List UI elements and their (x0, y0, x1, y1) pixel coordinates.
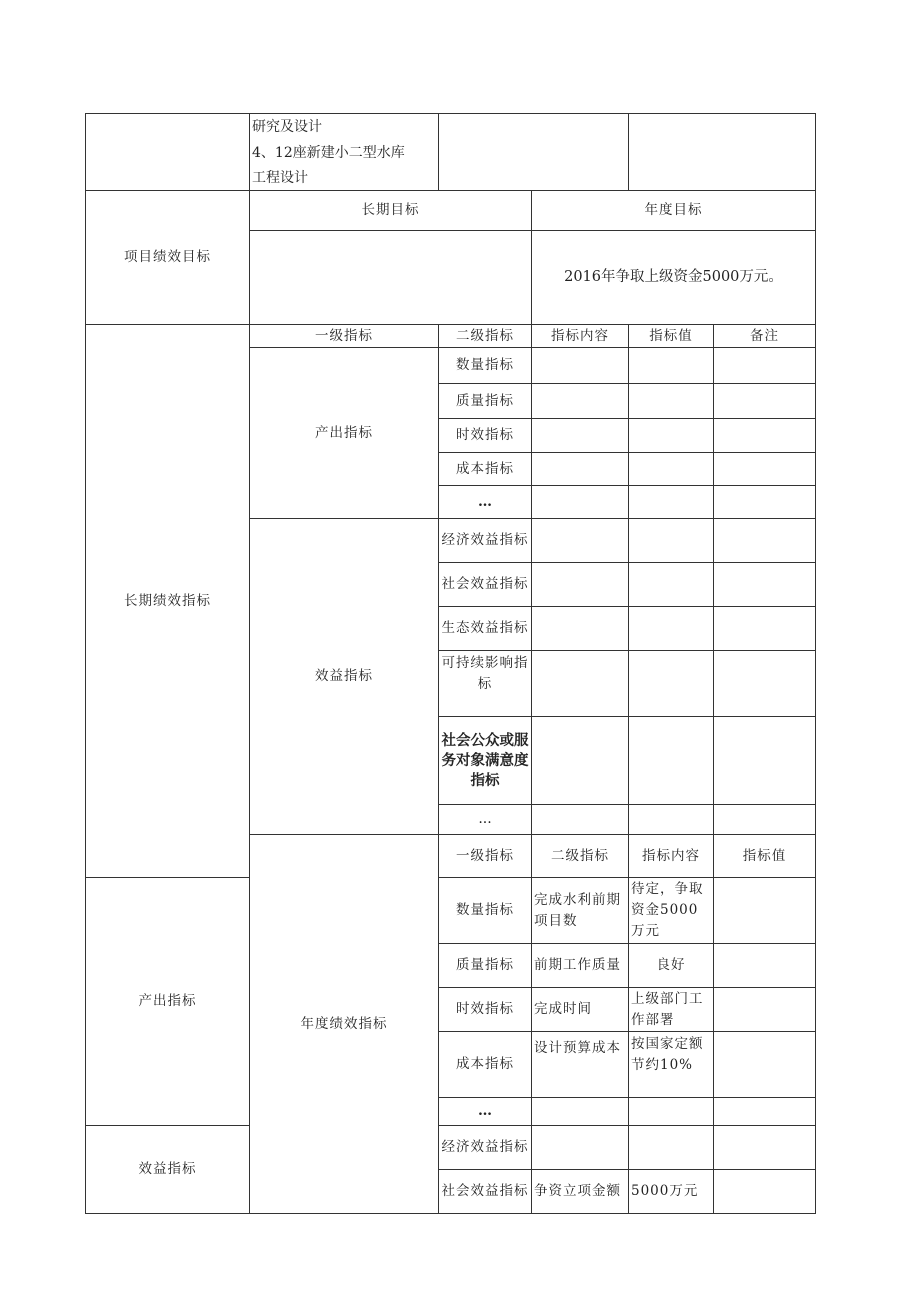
an-benefit-label: 效益指标 (86, 1126, 250, 1214)
an-header-value: 指标值 (714, 835, 816, 878)
top-row-cell-3 (439, 114, 629, 191)
lt-benefit-row-1: 经济效益指标 (439, 519, 532, 563)
lt-cell (532, 717, 629, 805)
lt-cell (629, 607, 714, 651)
lt-benefit-label: 效益指标 (250, 519, 439, 835)
lt-output-label: 产出指标 (250, 348, 439, 519)
an-benefit-remark-2 (714, 1170, 816, 1214)
lt-benefit-row-3: 生态效益指标 (439, 607, 532, 651)
lt-cell (714, 348, 816, 384)
lt-benefit-row-4: 可持续影响指标 (439, 651, 532, 717)
performance-table (85, 113, 816, 1214)
an-output-content-4: 设计预算成本 (532, 1032, 629, 1098)
annual-indicators-label: 年度绩效指标 (250, 835, 439, 1214)
long-term-indicators-label: 长期绩效指标 (86, 325, 250, 878)
lt-header-content: 指标内容 (532, 325, 629, 348)
top-content-line-1: 研究及设计 (252, 119, 322, 135)
an-header-level2: 二级指标 (532, 835, 629, 878)
an-output-level2-3: 时效指标 (439, 988, 532, 1032)
lt-header-remark: 备注 (714, 325, 816, 348)
top-content-line-3: 工程设计 (252, 170, 308, 186)
lt-cell (532, 805, 629, 835)
an-benefit-content-2: 争资立项金额 (532, 1170, 629, 1214)
lt-cell (532, 453, 629, 486)
an-output-level2-2: 质量指标 (439, 944, 532, 988)
lt-cell (629, 805, 714, 835)
lt-cell (714, 651, 816, 717)
project-goal-label: 项目绩效目标 (86, 191, 250, 325)
lt-cell (532, 384, 629, 419)
lt-output-row-1: 数量指标 (439, 348, 532, 384)
top-content-line-2: 4、12座新建小二型水库 (252, 145, 405, 161)
lt-cell (629, 419, 714, 453)
an-output-label: 产出指标 (86, 878, 250, 1126)
top-row (86, 114, 816, 191)
lt-cell (532, 419, 629, 453)
lt-cell (629, 717, 714, 805)
an-output-remark-1 (714, 878, 816, 944)
lt-cell (629, 348, 714, 384)
annual-goal-value: 2016年争取上级资金5000万元。 (532, 231, 816, 325)
an-output-value-5 (629, 1098, 714, 1126)
lt-cell (714, 805, 816, 835)
an-benefit-level2-2: 社会效益指标 (439, 1170, 532, 1214)
lt-cell (629, 563, 714, 607)
lt-cell (532, 563, 629, 607)
an-benefit-value-1 (629, 1126, 714, 1170)
lt-cell (532, 651, 629, 717)
an-output-content-3: 完成时间 (532, 988, 629, 1032)
lt-benefit-row-2: 社会效益指标 (439, 563, 532, 607)
lt-cell (714, 717, 816, 805)
lt-cell (714, 453, 816, 486)
an-output-value-1: 待定，争取资金5000万元 (629, 878, 714, 944)
an-output-value-4: 按国家定额节约10% (629, 1032, 714, 1098)
lt-cell (532, 348, 629, 384)
an-output-value-3: 上级部门工作部署 (629, 988, 714, 1032)
lt-output-row-3: 时效指标 (439, 419, 532, 453)
an-output-remark-2 (714, 944, 816, 988)
long-term-goal-header: 长期目标 (250, 191, 532, 231)
an-output-level2-1: 数量指标 (439, 878, 532, 944)
an-benefit-value-2: 5000万元 (629, 1170, 714, 1214)
an-output-remark-4 (714, 1032, 816, 1098)
an-output-level2-4: 成本指标 (439, 1032, 532, 1098)
lt-cell (714, 384, 816, 419)
lt-cell (714, 486, 816, 519)
lt-cell (532, 607, 629, 651)
lt-cell (629, 486, 714, 519)
lt-header-level1: 一级指标 (250, 325, 439, 348)
an-benefit-level2-1: 经济效益指标 (439, 1126, 532, 1170)
lt-header-level2: 二级指标 (439, 325, 532, 348)
an-output-content-5 (532, 1098, 629, 1126)
lt-cell (629, 651, 714, 717)
lt-output-row-2: 质量指标 (439, 384, 532, 419)
an-output-content-2: 前期工作质量 (532, 944, 629, 988)
annual-goal-header: 年度目标 (532, 191, 816, 231)
lt-output-row-4: 成本指标 (439, 453, 532, 486)
an-header-content: 指标内容 (629, 835, 714, 878)
lt-cell (714, 607, 816, 651)
lt-benefit-row-6: ... (439, 805, 532, 835)
top-row-label-cell (86, 114, 250, 191)
lt-cell (629, 384, 714, 419)
top-row-content-cell (250, 114, 439, 191)
an-output-level2-5: … (439, 1098, 532, 1126)
an-output-value-2: 良好 (629, 944, 714, 988)
lt-output-row-5: … (439, 486, 532, 519)
an-output-remark-3 (714, 988, 816, 1032)
long-term-goal-value (250, 231, 532, 325)
lt-benefit-row-5: 社会公众或服务对象满意度指标 (439, 717, 532, 805)
lt-cell (629, 453, 714, 486)
lt-header-value: 指标值 (629, 325, 714, 348)
lt-cell (629, 519, 714, 563)
lt-cell (532, 486, 629, 519)
lt-cell (714, 563, 816, 607)
an-output-content-1: 完成水利前期项目数 (532, 878, 629, 944)
lt-cell (714, 519, 816, 563)
top-row-cell-4 (629, 114, 816, 191)
an-benefit-remark-1 (714, 1126, 816, 1170)
lt-cell (714, 419, 816, 453)
lt-cell (532, 519, 629, 563)
an-header-level1: 一级指标 (439, 835, 532, 878)
an-benefit-content-1 (532, 1126, 629, 1170)
an-output-remark-5 (714, 1098, 816, 1126)
